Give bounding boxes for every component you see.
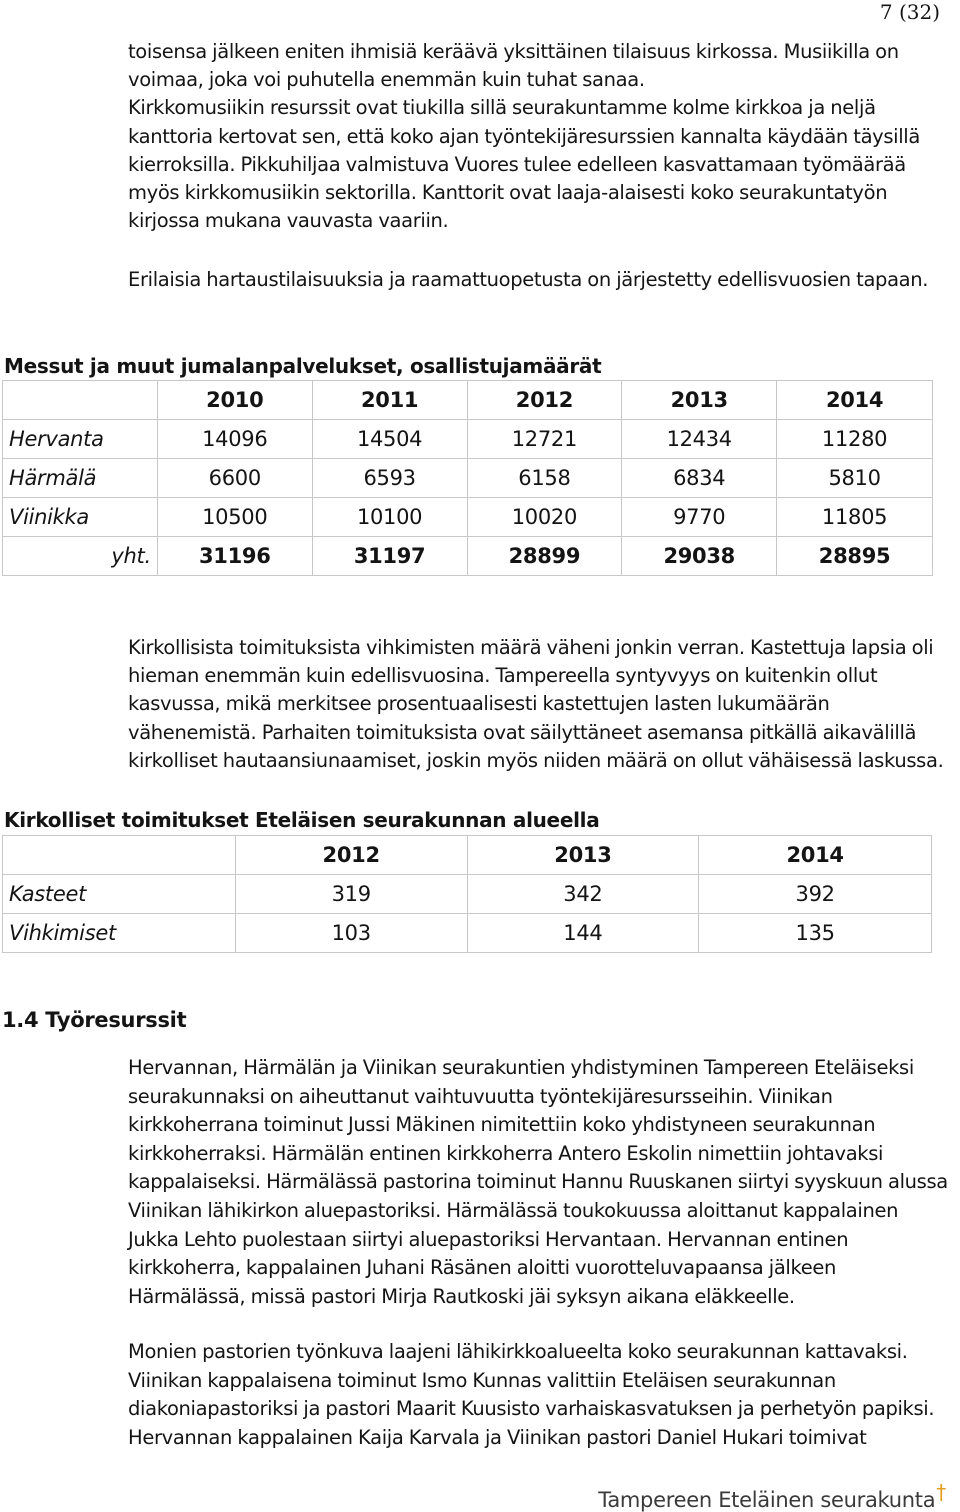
page-number: 7 (32) [879,0,940,24]
table-cell: 6600 [157,459,312,498]
table-cell: 342 [467,875,699,914]
year-header: 2012 [467,381,622,420]
table-cell: 12434 [622,420,777,459]
table-header-row [3,836,932,875]
table-cell: 9770 [622,498,777,537]
total-cell: 28895 [777,537,933,576]
row-label: Hervanta [3,420,158,459]
empty-cell [3,381,158,420]
intro-paragraph [128,38,958,235]
table-cell: 6593 [312,459,467,498]
text-line: Erilaisia hartaustilaisuuksia ja raamattuopetusta on järjestetty edellisvuosien tapaan. [128,268,929,291]
total-cell: 28899 [467,537,622,576]
extra-paragraph [128,266,958,294]
text-line: hieman enemmän kuin edellisvuosina. Tampereella syntyvyys on kuitenkin ollut [128,664,878,688]
table-cell: 6158 [467,459,622,498]
year-header: 2013 [467,836,699,875]
year-header: 2012 [235,836,467,875]
table-cell: 14504 [312,420,467,459]
pastors-paragraph [128,1338,958,1452]
table-cell: 392 [699,875,932,914]
footer-logo [598,1480,946,1512]
year-header: 2010 [157,381,312,420]
row-label: Viinikka [3,498,158,537]
table-cell: 11280 [777,420,933,459]
text-line: diakoniapastoriksi ja pastori Maarit Kuusisto varhaiskasvatuksen ja perhetyön papiksi. [128,1397,935,1421]
text-line: kierroksilla. Pikkuhiljaa valmistuva Vuores tulee edelleen kasvattamaan työmäärää [128,152,906,176]
table2-heading: Kirkolliset toimitukset Eteläisen seurakunnan alueella [4,808,600,832]
table-row [3,914,932,953]
text-line: kirkkoherra, kappalainen Juhani Räsänen aloitti vuorotteluvapaansa jälkeen [128,1256,837,1280]
row-label: Härmälä [3,459,158,498]
year-header: 2014 [777,381,933,420]
text-line: Hervannan, Härmälän ja Viinikan seurakuntien yhdistyminen Tampereen Eteläiseksi [128,1056,914,1079]
cross-icon: † [936,1480,946,1504]
text-line: Kirkollisista toimituksista vihkimisten määrä väheni jonkin verran. Kastettuja lapsia oli [128,636,934,659]
text-line: myös kirkkomusiikin sektorilla. Kanttorit ovat laaja-alaisesti koko seurakuntatyön [128,181,888,205]
table-cell: 12721 [467,420,622,459]
staff-paragraph [128,1054,958,1311]
table-cell: 103 [235,914,467,953]
table-cell: 11805 [777,498,933,537]
text-line: kanttoria kertovat sen, että koko ajan työntekijäresurssien kannalta käydään täysillä [128,124,920,148]
year-header: 2011 [312,381,467,420]
text-line: Kirkkomusiikin resurssit ovat tiukilla sillä seurakuntamme kolme kirkkoa ja neljä [128,96,876,120]
total-cell: 31197 [312,537,467,576]
table-cell: 319 [235,875,467,914]
table-cell: 5810 [777,459,933,498]
attendance-table [2,380,933,576]
total-cell: 29038 [622,537,777,576]
text-line: toisensa jälkeen eniten ihmisiä keräävä yksittäinen tilaisuus kirkossa. Musiikilla on [128,40,899,63]
ceremonies-paragraph [128,634,958,775]
text-line: Viinikan lähikirkon aluepastoriksi. Härmälässä toukokuussa aloittanut kappalainen [128,1198,899,1222]
table-cell: 144 [467,914,699,953]
year-header: 2013 [622,381,777,420]
row-label: Vihkimiset [3,914,236,953]
table-header-row [3,381,933,420]
total-row [3,537,933,576]
text-line: Härmälässä, missä pastori Mirja Rautkoski jäi syksyn aikana eläkkeelle. [128,1284,795,1308]
section-title: 1.4 Työresurssit [2,1008,187,1032]
text-line: Jukka Lehto puolestaan siirtyi aluepastoriksi Hervantaan. Hervannan entinen [128,1227,849,1251]
table-cell: 10020 [467,498,622,537]
text-line: Monien pastorien työnkuva laajeni lähikirkkoalueelta koko seurakunnan kattavaksi. [128,1340,908,1363]
organization-name: Tampereen Eteläinen seurakunta [598,1488,936,1512]
total-cell: 31196 [157,537,312,576]
ceremonies-table [2,835,932,953]
table-cell: 6834 [622,459,777,498]
table-row [3,498,933,537]
table-row [3,420,933,459]
text-line: Viinikan kappalaisena toiminut Ismo Kunnas valittiin Eteläisen seurakunnan [128,1368,836,1392]
text-line: voimaa, joka voi puhutella enemmän kuin tuhat sanaa. [128,68,645,92]
text-line: kappalaiseksi. Härmälässä pastorina toiminut Hannu Ruuskanen siirtyi syyskuun alussa [128,1170,948,1194]
table1-heading: Messut ja muut jumalanpalvelukset, osallistujamäärät [4,354,602,378]
text-line: kasvussa, mikä merkitsee prosentuaalisesti kastettujen lasten lukumäärän [128,692,830,716]
year-header: 2014 [699,836,932,875]
table-cell: 135 [699,914,932,953]
table-cell: 10100 [312,498,467,537]
empty-cell [3,836,236,875]
total-label: yht. [3,537,158,576]
row-label: Kasteet [3,875,236,914]
table-row [3,875,932,914]
text-line: kirjossa mukana vauvasta vaariin. [128,209,449,233]
text-line: Hervannan kappalainen Kaija Karvala ja Viinikan pastori Daniel Hukari toimivat [128,1425,867,1449]
text-line: vähenemistä. Parhaiten toimituksista ovat säilyttäneet asemansa pitkällä aikavälillä [128,720,917,744]
text-line: seurakunnaksi on aiheuttanut vaihtuvuutta työntekijäresursseihin. Viinikan [128,1084,833,1108]
table-cell: 14096 [157,420,312,459]
table-cell: 10500 [157,498,312,537]
text-line: kirkkoherraksi. Härmälän entinen kirkkoherra Antero Eskolin nimettiin johtavaksi [128,1141,884,1165]
text-line: kirkolliset hautaansiunaamiset, joskin myös niiden määrä on ollut vähäisessä laskussa. [128,748,944,772]
text-line: kirkkoherrana toiminut Jussi Mäkinen nimitettiin koko yhdistyneen seurakunnan [128,1113,876,1137]
table-row [3,459,933,498]
